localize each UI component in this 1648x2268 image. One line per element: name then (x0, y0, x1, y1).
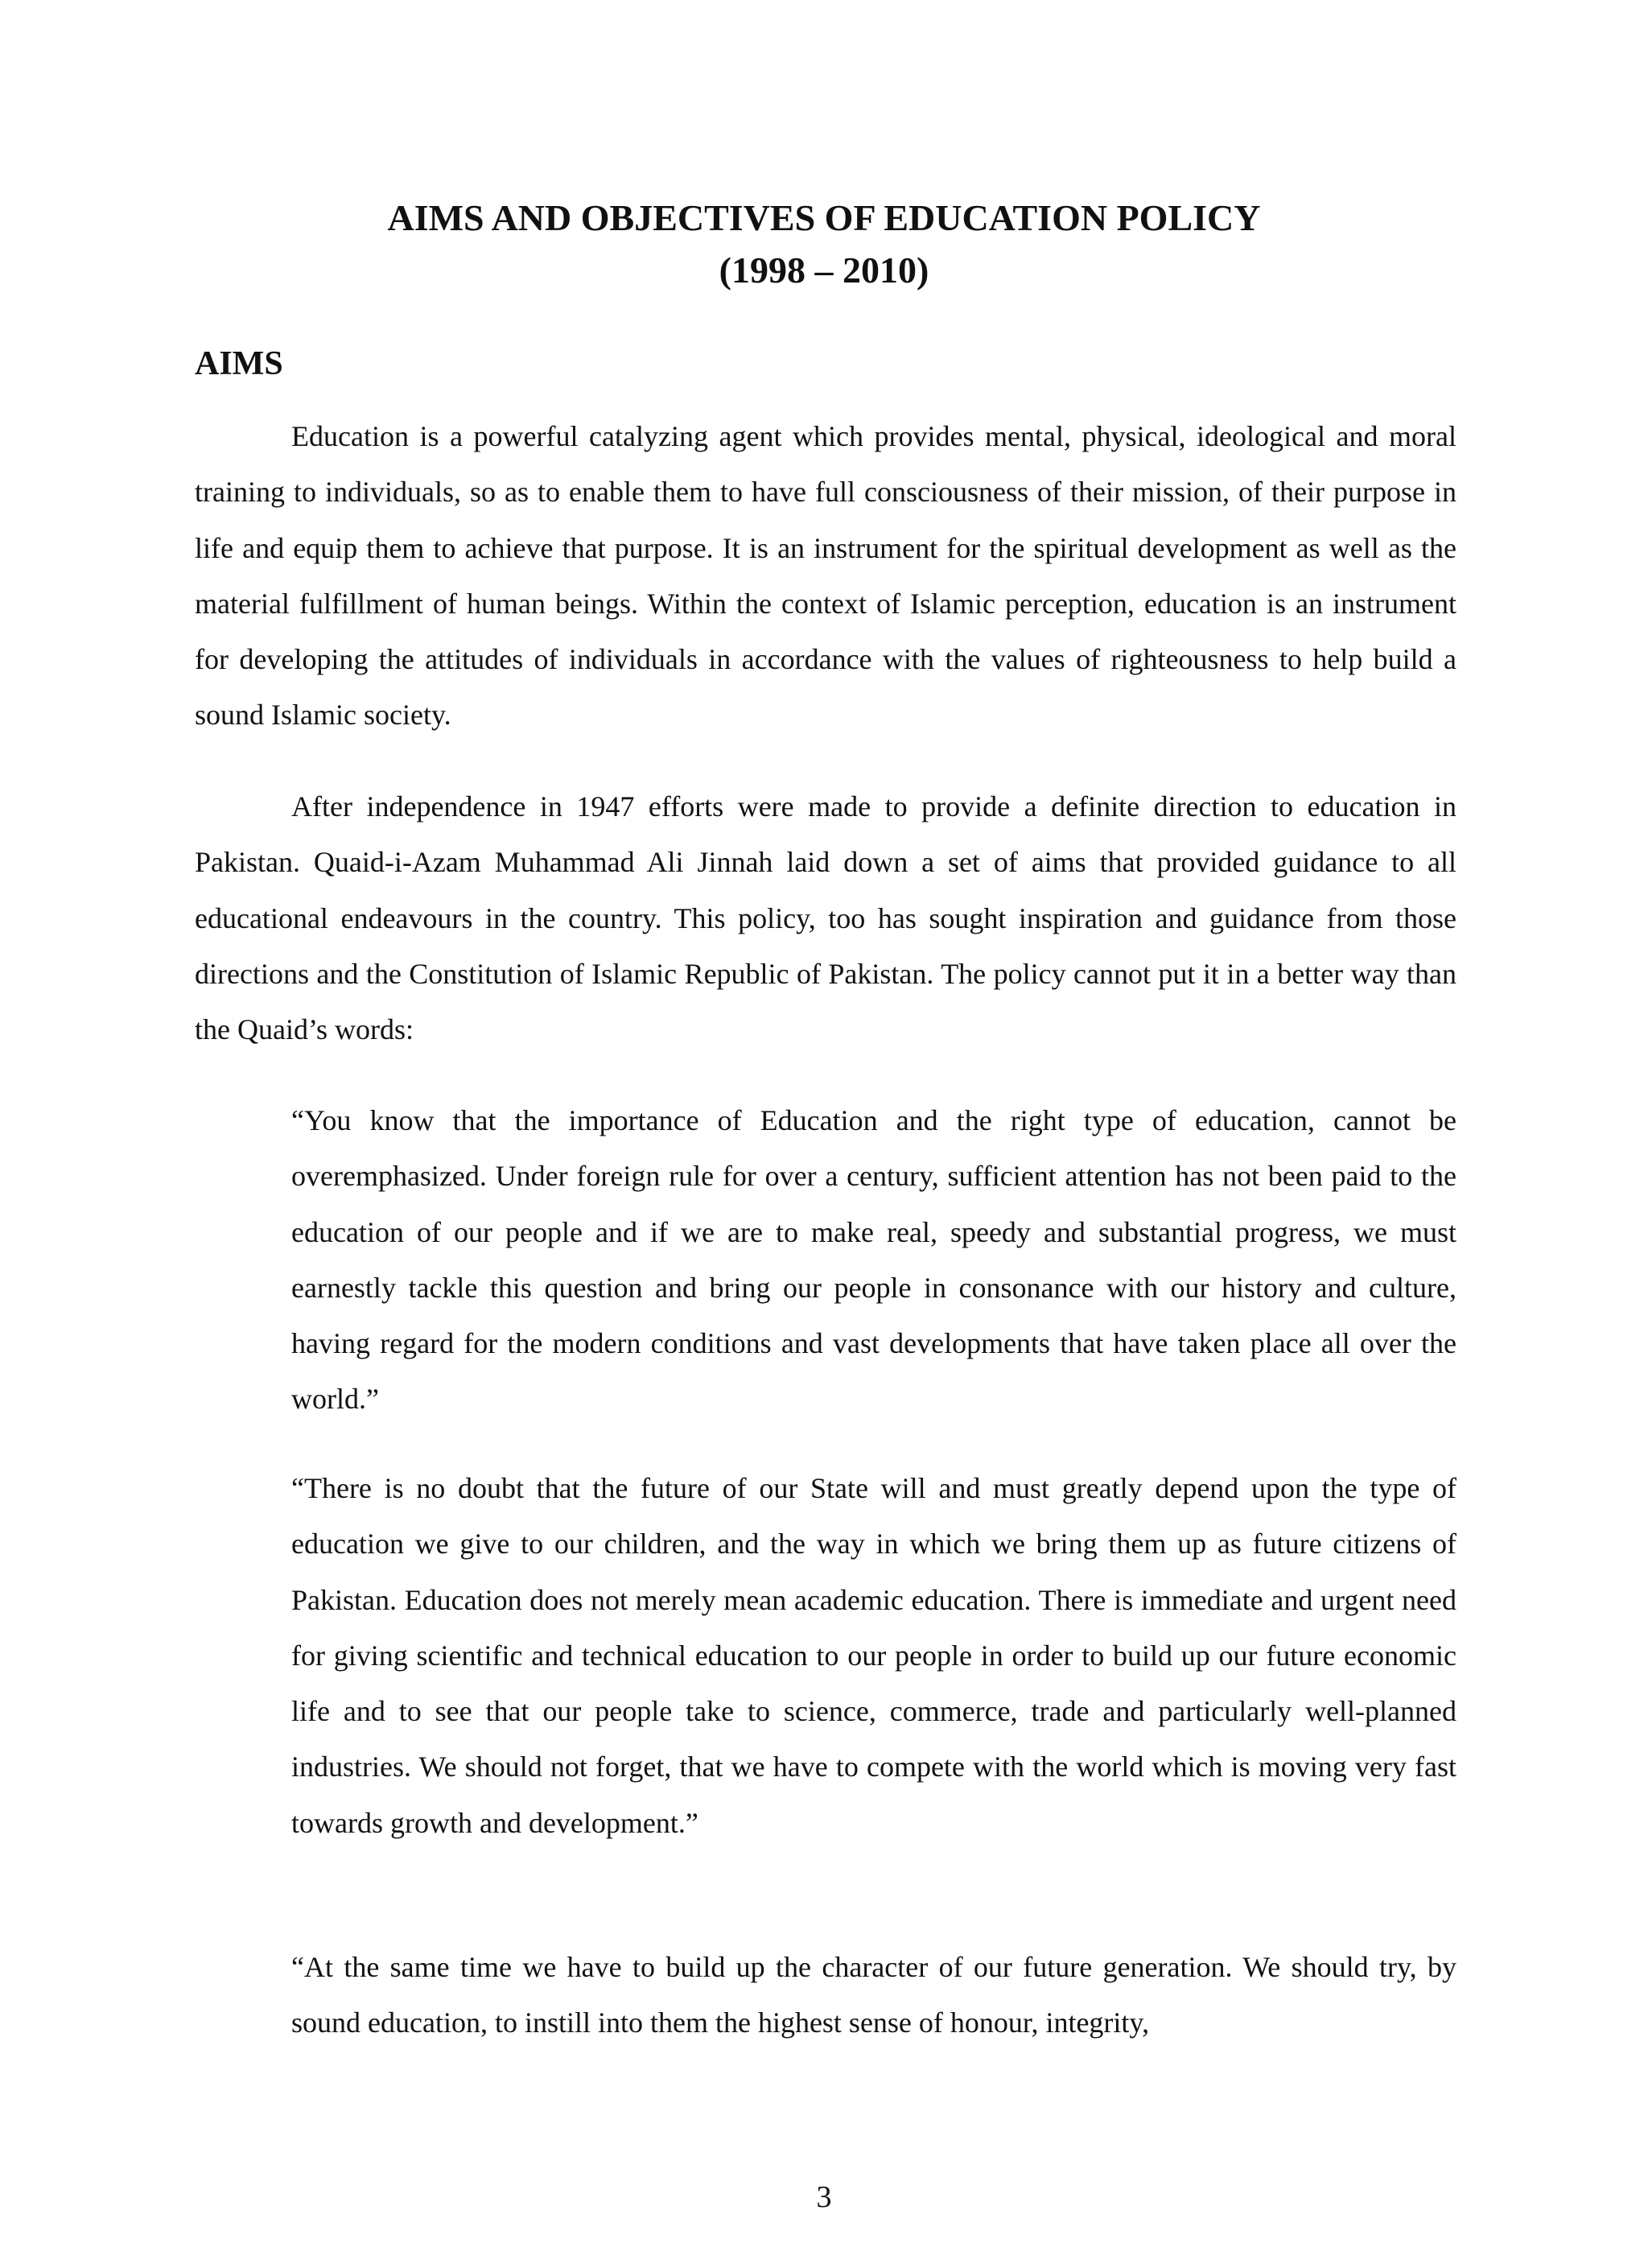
document-title-years: (1998 – 2010) (719, 249, 929, 291)
body-paragraph: After independence in 1947 efforts were made to provide a definite direction to education in Pakistan. Quaid-i-Azam Muhammad Ali Jinnah laid down a set of aims that provided guidance to all educational endeavours in the country. This policy, too has sought inspiration and guidance from those directions and the Constitution of Islamic Republic of Pakistan. The policy cannot put it in a better way than the Quaid’s words: (195, 790, 1456, 1046)
page-number: 3 (816, 2180, 832, 2214)
quote-paragraph: “You know that the importance of Education and the right type of education, cannot be overemphasized. Under foreign rule for over a century, sufficient attention has not been paid to the education of our people and if we are to make real, speedy and substantial progress, we must earnestly tackle this question and bring our people in consonance with our history and culture, having regard for the modern conditions and vast developments that have taken place all over the world.” (291, 1104, 1456, 1416)
document-title: AIMS AND OBJECTIVES OF EDUCATION POLICY (387, 197, 1261, 238)
section-heading-aims: AIMS (195, 345, 283, 382)
quote-paragraph: “At the same time we have to build up the character of our future generation. We should try, by sound education, to instill into them the highest sense of honour, integrity, (291, 1951, 1456, 2039)
body-paragraph: Education is a powerful catalyzing agent which provides mental, physical, ideological and moral training to individuals, so as to enable them to have full consciousness of their mission, of their purpose in life and equip them to achieve that purpose. It is an instrument for the spiritual development as well as the material fulfillment of human beings. Within the context of Islamic perception, education is an instrument for developing the attitudes of individuals in accordance with the values of righteousness to help build a sound Islamic society. (195, 420, 1456, 732)
quote-paragraph: “There is no doubt that the future of our State will and must greatly depend upon the type of education we give to our children, and the way in which we bring them up as future citizens of Pakistan. Education does not merely mean academic education. There is immediate and urgent need for giving scientific and technical education to our people in order to build up our future economic life and to see that our people take to science, commerce, trade and particularly well-planned industries. We should not forget, that we have to compete with the world which is moving very fast towards growth and development.” (291, 1472, 1456, 1839)
